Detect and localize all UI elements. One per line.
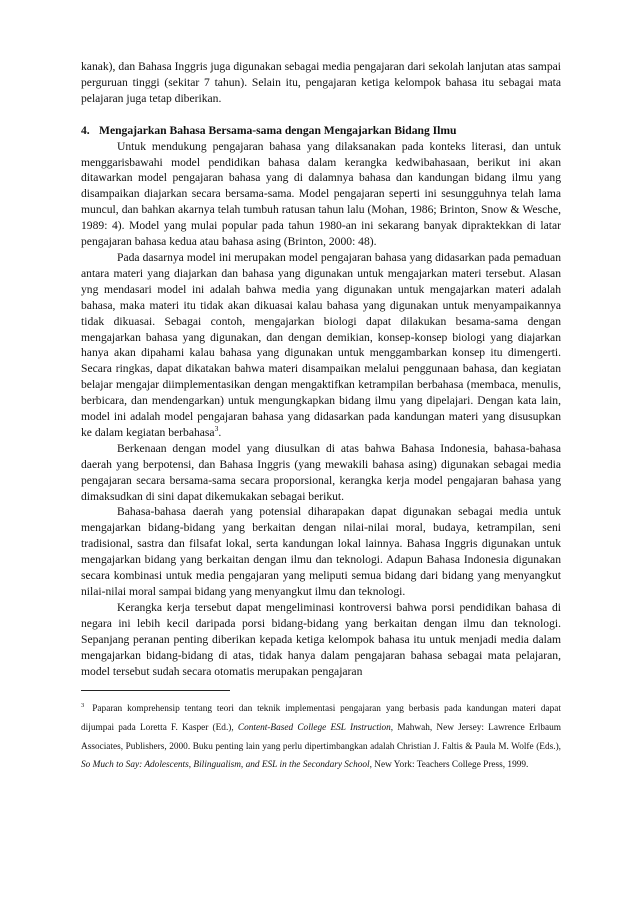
document-page <box>81 59 561 775</box>
body-paragraph-4: Bahasa-bahasa daerah yang potensial diharapakan dapat digunakan sebagai media untuk mengajarkan bidang-bidang yang berkaitan dengan nilai-nilai moral, budaya, ketrampilan, seni tradisional, sastra dan filsafat lokal, serta kandungan lokal lainnya. Bahasa Inggris digunakan untuk mengajarkan bidang yang berkaitan dengan ilmu dan teknologi. Adapun Bahasa Indonesia digunakan secara kombinasi untuk media pengajaran yang meliputi semua bidang dari bidang yang menyangkut nilai-nilai moral sampai bidang yang menyangkut ilmu dan teknologi. <box>81 505 561 598</box>
footnote-book-title-b: So Much to Say: Adolescents, Bilingualism, and ESL in the Secondary School <box>81 760 370 771</box>
body-paragraph-5: Kerangka kerja tersebut dapat mengeliminasi kontroversi bahwa porsi pendidikan bahasa di negara ini lebih kecil daripada porsi bidang-bidang yang berkaitan dengan ilmu dan teknologi. Sepanjang peranan penting diberikan kepada ketiga kelompok bahasa itu untuk menjadi media dalam mengajarkan bidang-bidang di atas, tidak hanya dalam pengajaran bahasa sebagai mata pelajaran, model tersebut sudah secara otomatis merupakan pengajaran <box>81 600 561 678</box>
body-paragraph-2-text: Pada dasarnya model ini merupakan model pengajaran bahasa yang didasarkan pada pemaduan antara materi yang diajarkan dan bahasa yang digunakan untuk mengajarkan materi tersebut. Alasan yng mendasari model ini adalah bahwa media yang digunakan untuk mengajarkan materi adalah bahasa, maka materi itu tidak akan dikuasai kalau bahasa yang digunakan untuk menyampaikannya tidak dikuasai. Sebagai contoh, mengajarkan biologi dapat dilakukan besama-sama dengan mengajarkan bahasa yang digunakan, dan dengan demikian, konsep-konsep biologi yang diajarkan hanya akan dipahami kalau bahasa yang digunakan untuk menggambarkan konsep itu dimengerti. Secara ringkas, dapat dikatakan bahwa materi disampaikan melalui penggunaan bahasa, dan kegiatan belajar mengajar diimplementasikan dengan mengaktifkan ketrampilan berbahasa (membaca, menulis, berbicara, dan mendengarkan) untuk mengungkapkan bidang ilmu yang dipelajari. Dengan kata lain, model ini adalah model pengajaran bahasa yang didasarkan pada kandungan materi yang disusupkan ke dalam kegiatan berbahasa <box>81 250 561 439</box>
intro-paragraph: kanak), dan Bahasa Inggris juga digunakan sebagai media pengajaran dari sekolah lanjutan atas sampai perguruan tinggi (sekitar 7 tahun). Selain itu, pengajaran ketiga kelompok bahasa itu sebagai mata pelajaran juga tetap diberikan. <box>81 60 561 105</box>
footnote-book-title-a: Content-Based College ESL Instruction <box>237 723 391 734</box>
footnote-text-c: , New York: Teachers College Press, 1999. <box>369 760 529 771</box>
footnote-number: 3 <box>81 702 85 710</box>
footnote <box>81 700 561 774</box>
section-title: Mengajarkan Bahasa Bersama-sama dengan Mengajarkan Bidang Ilmu <box>99 123 457 137</box>
body-paragraph-3: Berkenaan dengan model yang diusulkan di atas bahwa Bahasa Indonesia, bahasa-bahasa daerah yang berpotensi, dan Bahasa Inggris (yang mewakili bahasa asing) digunakan sebagai media pengajaran secara bersama-sama secara proporsional, kerangka kerja model pengajaran bahasa yang dimaksudkan di sini dapat dikemukakan sebagai berikut. <box>81 441 561 503</box>
footnote-text-a: Paparan komprehensip tentang teori dan teknik implementasi pengajaran yang berbasis pada kandungan materi dapat dijumpai pada Loretta F. Kasper (Ed.), <box>81 704 561 734</box>
footnote-text-b: , Mahwah, New Jersey: Lawrence Erlbaum Associates, Publishers, 2000. Buku penting lain yang perlu dipertimbangkan adalah Christian J. Faltis & Paula M. Wolfe (Eds.), <box>81 723 561 752</box>
body-paragraph-2 <box>81 250 561 441</box>
section-heading <box>81 123 561 139</box>
section-number: 4. <box>81 123 90 137</box>
body-paragraph-1: Untuk mendukung pengajaran bahasa yang dilaksanakan pada konteks literasi, dan untuk menggarisbawahi model pendidikan bahasa dalam kerangka kedwibahasaan, berikut ini akan ditawarkan model pengajaran bahasa yang di dalamnya bahasa dan kandungan bidang ilmu yang disampaikan diajarkan secara bersama-sama. Model pengajaran seperti ini sesungguhnya telah lama muncul, dan bahkan akarnya telah tumbuh ratusan tahun lalu (Mohan, 1986; Brinton, Snow & Wesche, 1989: 4). Model yang mulai popular pada tahun 1980-an ini sekarang banyak dipraktekkan di latar pengajaran bahasa kedua atau bahasa asing (Brinton, 2000: 48). <box>81 139 561 249</box>
footnote-reference[interactable]: 3 <box>214 424 219 434</box>
body-paragraph-2-end: . <box>218 425 222 439</box>
footnote-divider <box>81 690 230 691</box>
